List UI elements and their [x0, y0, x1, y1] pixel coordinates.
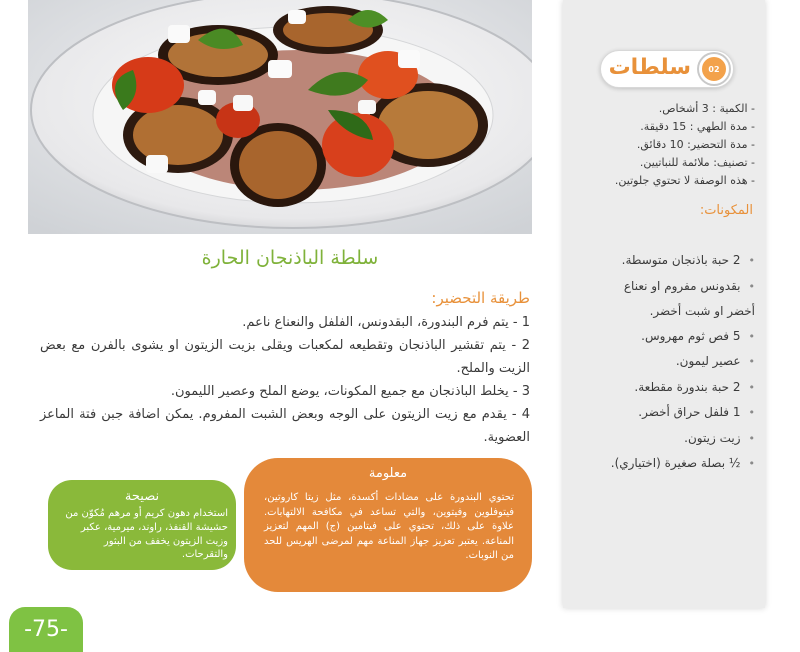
bullet-icon: • [748, 254, 755, 267]
ingredient-text: 1 فلفل حراق أخضر. [638, 405, 741, 419]
ingredient-text: 2 حبة بندورة مقطعة. [634, 379, 741, 394]
recipe-meta-list [565, 100, 755, 190]
tip-box [48, 480, 236, 570]
info-title: معلومة [368, 466, 408, 481]
section-pill [600, 50, 734, 88]
preparation-steps [40, 311, 530, 449]
bullet-icon: • [748, 431, 755, 445]
ingredient-text: ½ بصلة صغيرة (اختياري). [610, 456, 741, 470]
tip-title: نصيحة [124, 489, 160, 504]
list-item [565, 248, 755, 274]
list-item [565, 299, 755, 324]
ingredient-text: 2 حبة باذنجان متوسطة. [621, 253, 741, 267]
recipe-title: سلطة الباذنجان الحارة [201, 247, 379, 269]
list-item [565, 324, 755, 350]
step-2: 2 - يتم تقشير الباذنجان وتقطيعه لمكعبات ويقلى بزيت الزيتون او يشوى بالفرن مع بعض الزيت والملح. [40, 338, 530, 376]
ingredient-text: عصير ليمون. [675, 354, 741, 368]
bullet-icon: • [748, 380, 755, 394]
page-number: -75- [9, 607, 83, 652]
info-box [244, 458, 532, 592]
meta-gluten: - هذه الوصفة لا تحتوي جلوتين. [614, 174, 755, 187]
list-item [565, 349, 755, 375]
method-title: طريقة التحضير: [431, 289, 530, 307]
step-3: 3 - يخلط الباذنجان مع جميع المكونات، يوضع الملح وعصير الليمون. [170, 384, 530, 399]
ingredient-text: أخضر او شبت أخضر. [649, 304, 755, 318]
bullet-icon: • [748, 329, 755, 343]
bullet-icon: • [748, 457, 755, 470]
meta-prep-time: - مدة التحضير: 10 دقائق. [636, 138, 755, 151]
dish-photo [28, 0, 532, 234]
list-item [565, 274, 755, 300]
meta-servings: - الكمية : 3 أشخاص. [658, 102, 755, 115]
step-4: 4 - يقدم مع زيت الزيتون على الوجه وبعض الشبت المفروم. يمكن اضافة جبن فتة الماعز العضوية. [40, 407, 530, 445]
list-item [565, 426, 755, 452]
bullet-icon: • [748, 406, 755, 419]
step-1: 1 - يتم فرم البندورة، البقدونس، الفلفل والنعناع ناعم. [242, 315, 530, 330]
list-item [565, 451, 755, 477]
info-text: تحتوي البندورة على مضادات أكسدة، مثل زيتا كاروتين، فيتوفلوين وفيتوين، والتي تساعد في مكافحة الالتهابات. علاوة على ذلك، تحتوي على فيتامين (ج) المهم لتعزيز المناعة. يعتبر تعزيز جهاز المناعة مهم لمرضى الهريس للحد من النوبات. [264, 492, 514, 561]
ingredients-list [565, 248, 755, 477]
tip-text: استخدام دهون كريم أو مرهم مُكوّن من حشيشة القنفذ، راوند، ميرمية، عكبر وزيت الزيتون يخفف من البثور والتقرحات. [65, 508, 228, 561]
section-title: سلطات [608, 55, 691, 80]
list-item [565, 375, 755, 401]
bullet-icon: • [748, 279, 755, 293]
meta-category: - تصنيف: ملائمة للنباتيين. [639, 156, 755, 169]
meta-cook-time: - مدة الطهي : 15 دقيقة. [640, 120, 755, 133]
ingredient-text: 5 فص ثوم مهروس. [641, 328, 741, 343]
bullet-icon: • [748, 355, 755, 368]
list-item [565, 400, 755, 426]
ingredient-text: بقدونس مفروم او نعناع [623, 278, 741, 293]
eggplant-salad-illustration [28, 0, 532, 234]
section-badge: 02 [699, 54, 729, 84]
ingredient-text: زيت زيتون. [684, 430, 741, 445]
ingredients-title: المكونات: [699, 203, 753, 218]
recipe-sidebar [563, 0, 765, 608]
